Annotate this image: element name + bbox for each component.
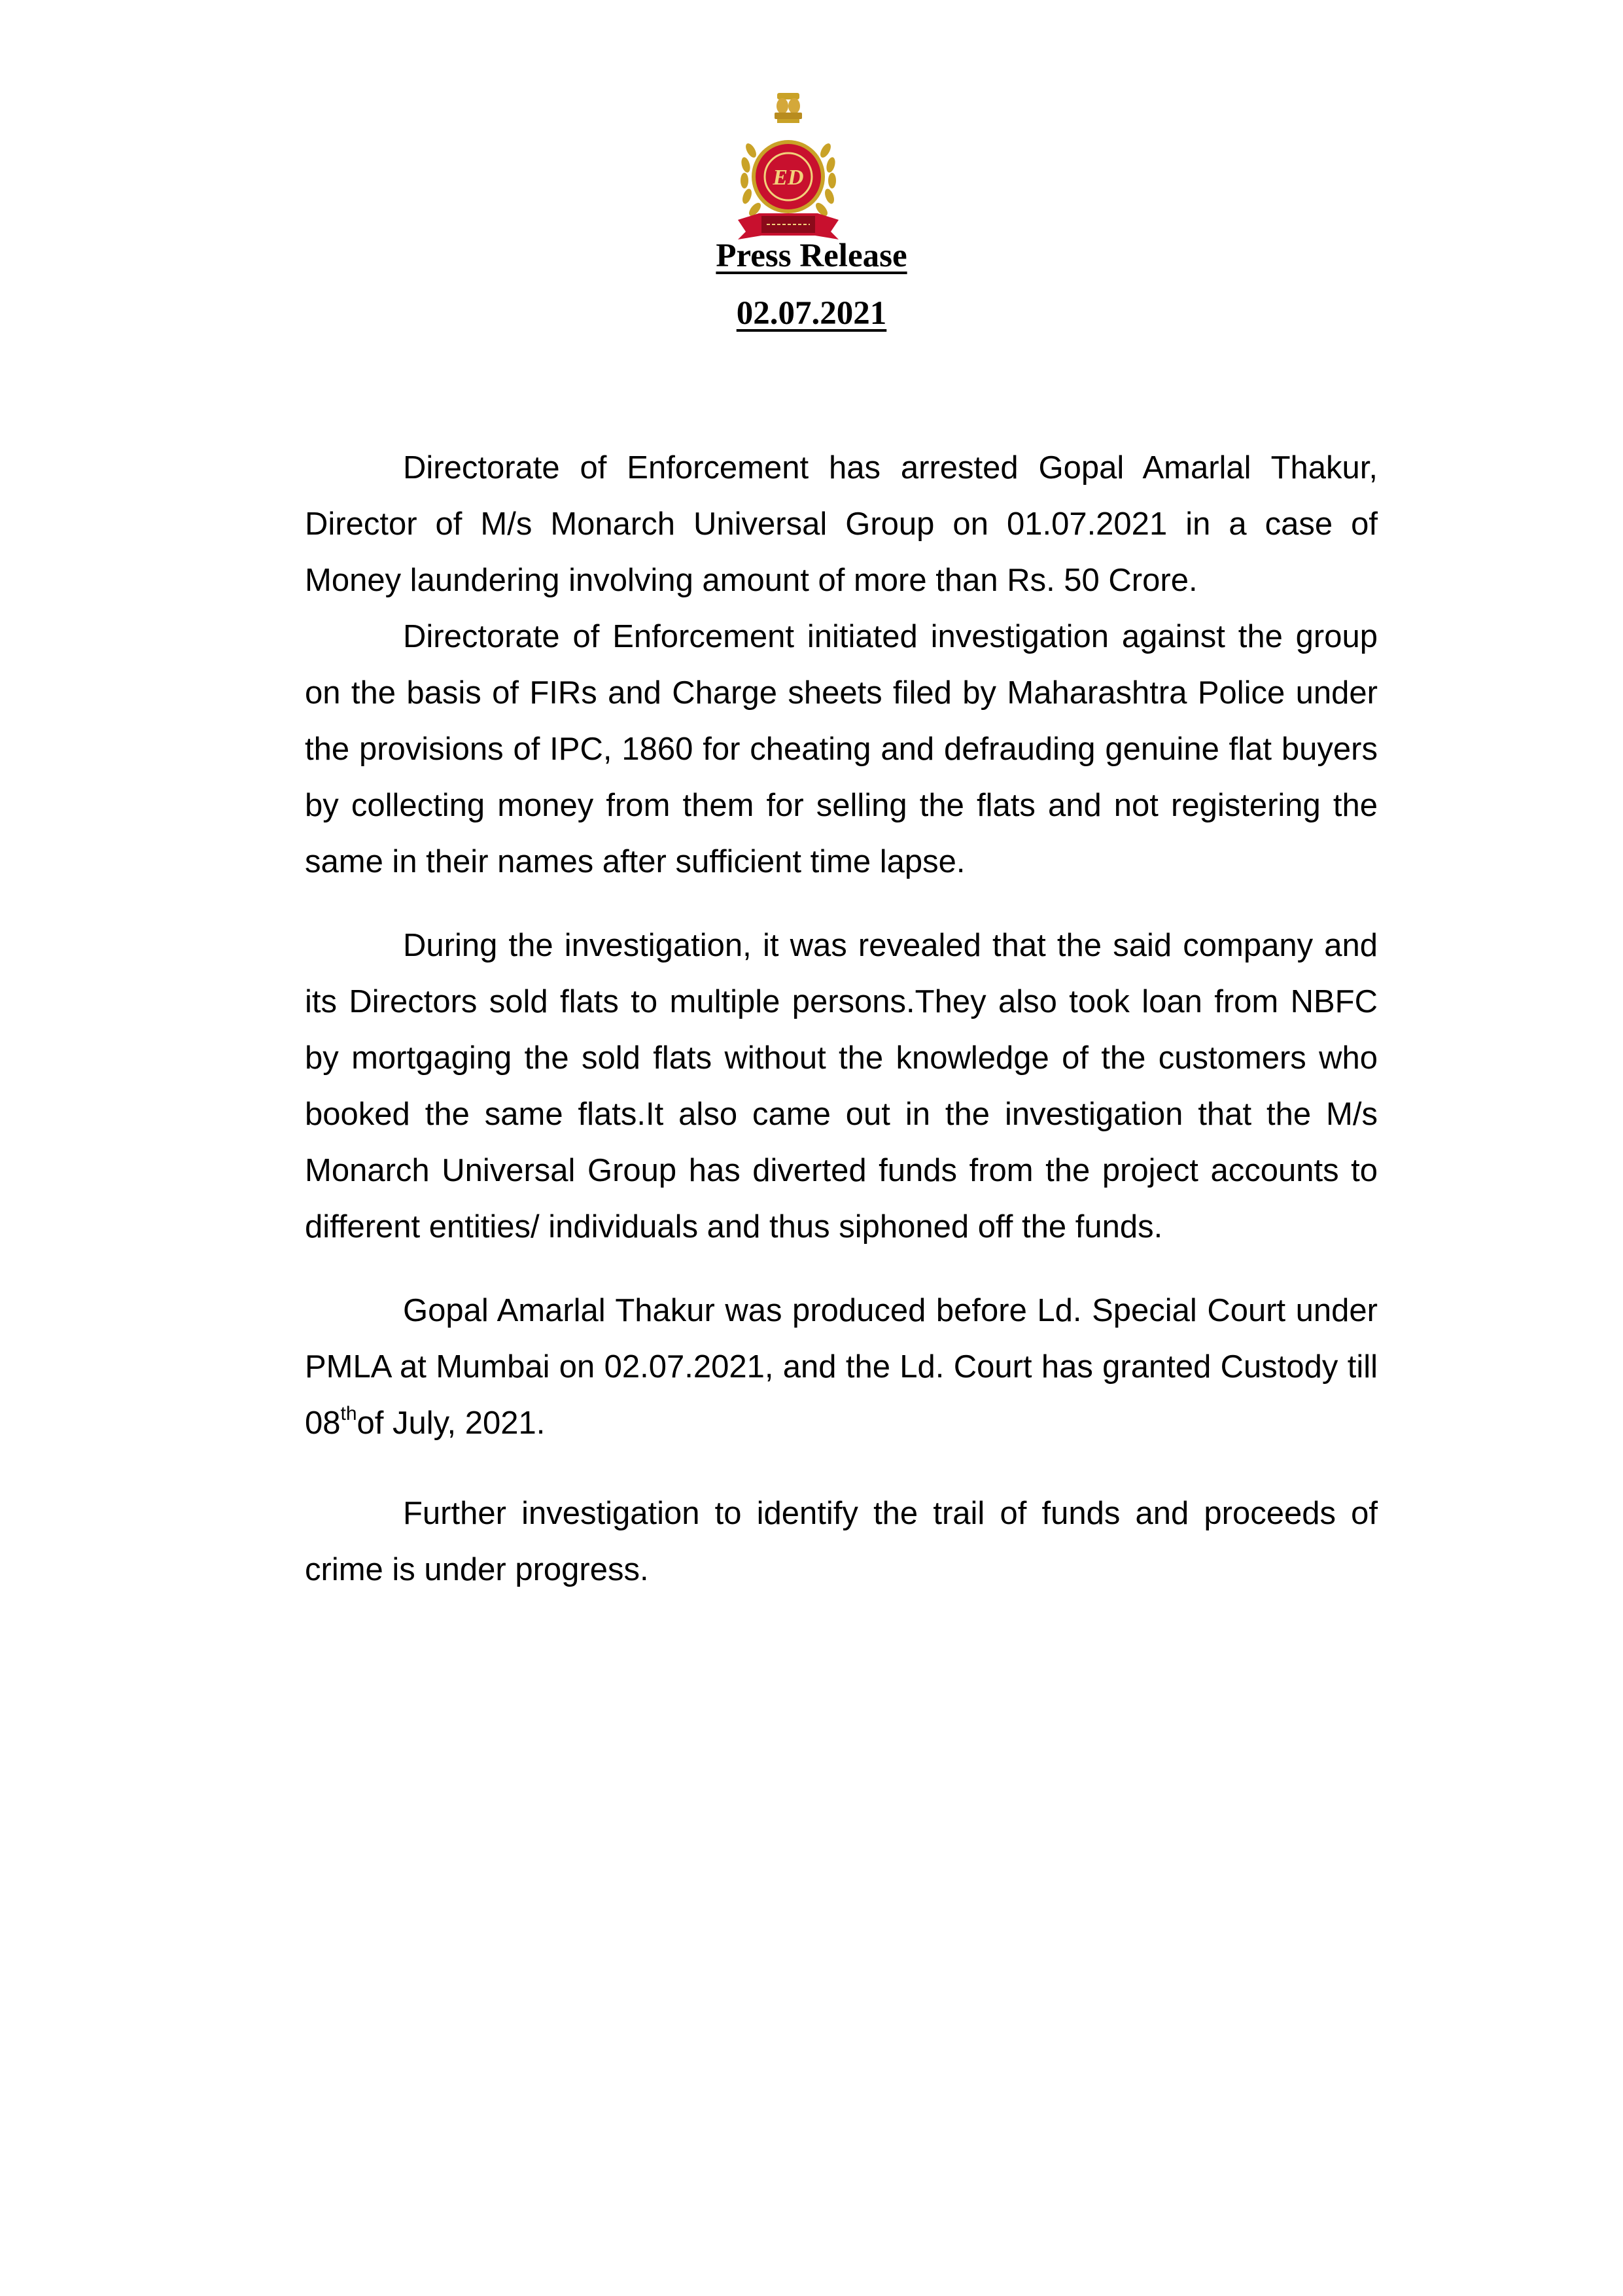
ed-emblem-logo bbox=[720, 92, 857, 249]
document-title: Press Release bbox=[716, 238, 907, 274]
custody-text-end: of July, 2021. bbox=[357, 1405, 546, 1441]
emblem-lettering: ED bbox=[773, 166, 804, 190]
lion-capital-icon bbox=[775, 93, 802, 123]
document-body bbox=[305, 440, 1378, 1598]
paragraph-investigation-findings: During the investigation, it was revealed that the said company and its Directors sold flats to multiple persons.They also took loan from NBFC by mortgaging the sold flats without the knowledge of the customers who booked the same flats.It also came out in the investigation that the M/s Monarch Universal Group has diverted funds from the project accounts to different entities/ individuals and thus siphoned off the funds. bbox=[305, 928, 1378, 1245]
paragraph-further-investigation: Further investigation to identify the trail of funds and proceeds of crime is under progress. bbox=[305, 1496, 1378, 1587]
custody-text: Gopal Amarlal Thakur was produced before Ld. Special Court under PMLA at Mumbai on 02.07.2021, and the Ld. Court has granted Custody till 08 bbox=[305, 1293, 1378, 1441]
paragraph-arrest: Directorate of Enforcement has arrested Gopal Amarlal Thakur, Director of M/s Monarch Universal Group on 01.07.2021 in a case of Money laundering involving amount of more than Rs. 50 Crore. bbox=[305, 450, 1378, 598]
document-date: 02.07.2021 bbox=[736, 295, 887, 332]
ordinal-suffix: th bbox=[340, 1402, 357, 1424]
paragraph-custody bbox=[305, 1282, 1378, 1451]
paragraph-investigation-basis: Directorate of Enforcement initiated investigation against the group on the basis of FIRs and Charge sheets filed by Maharashtra Police under the provisions of IPC, 1860 for cheating and defrauding genuine flat buyers by collecting money from them for selling the flats and not registering the same in their names after sufficient time lapse. bbox=[305, 619, 1378, 879]
